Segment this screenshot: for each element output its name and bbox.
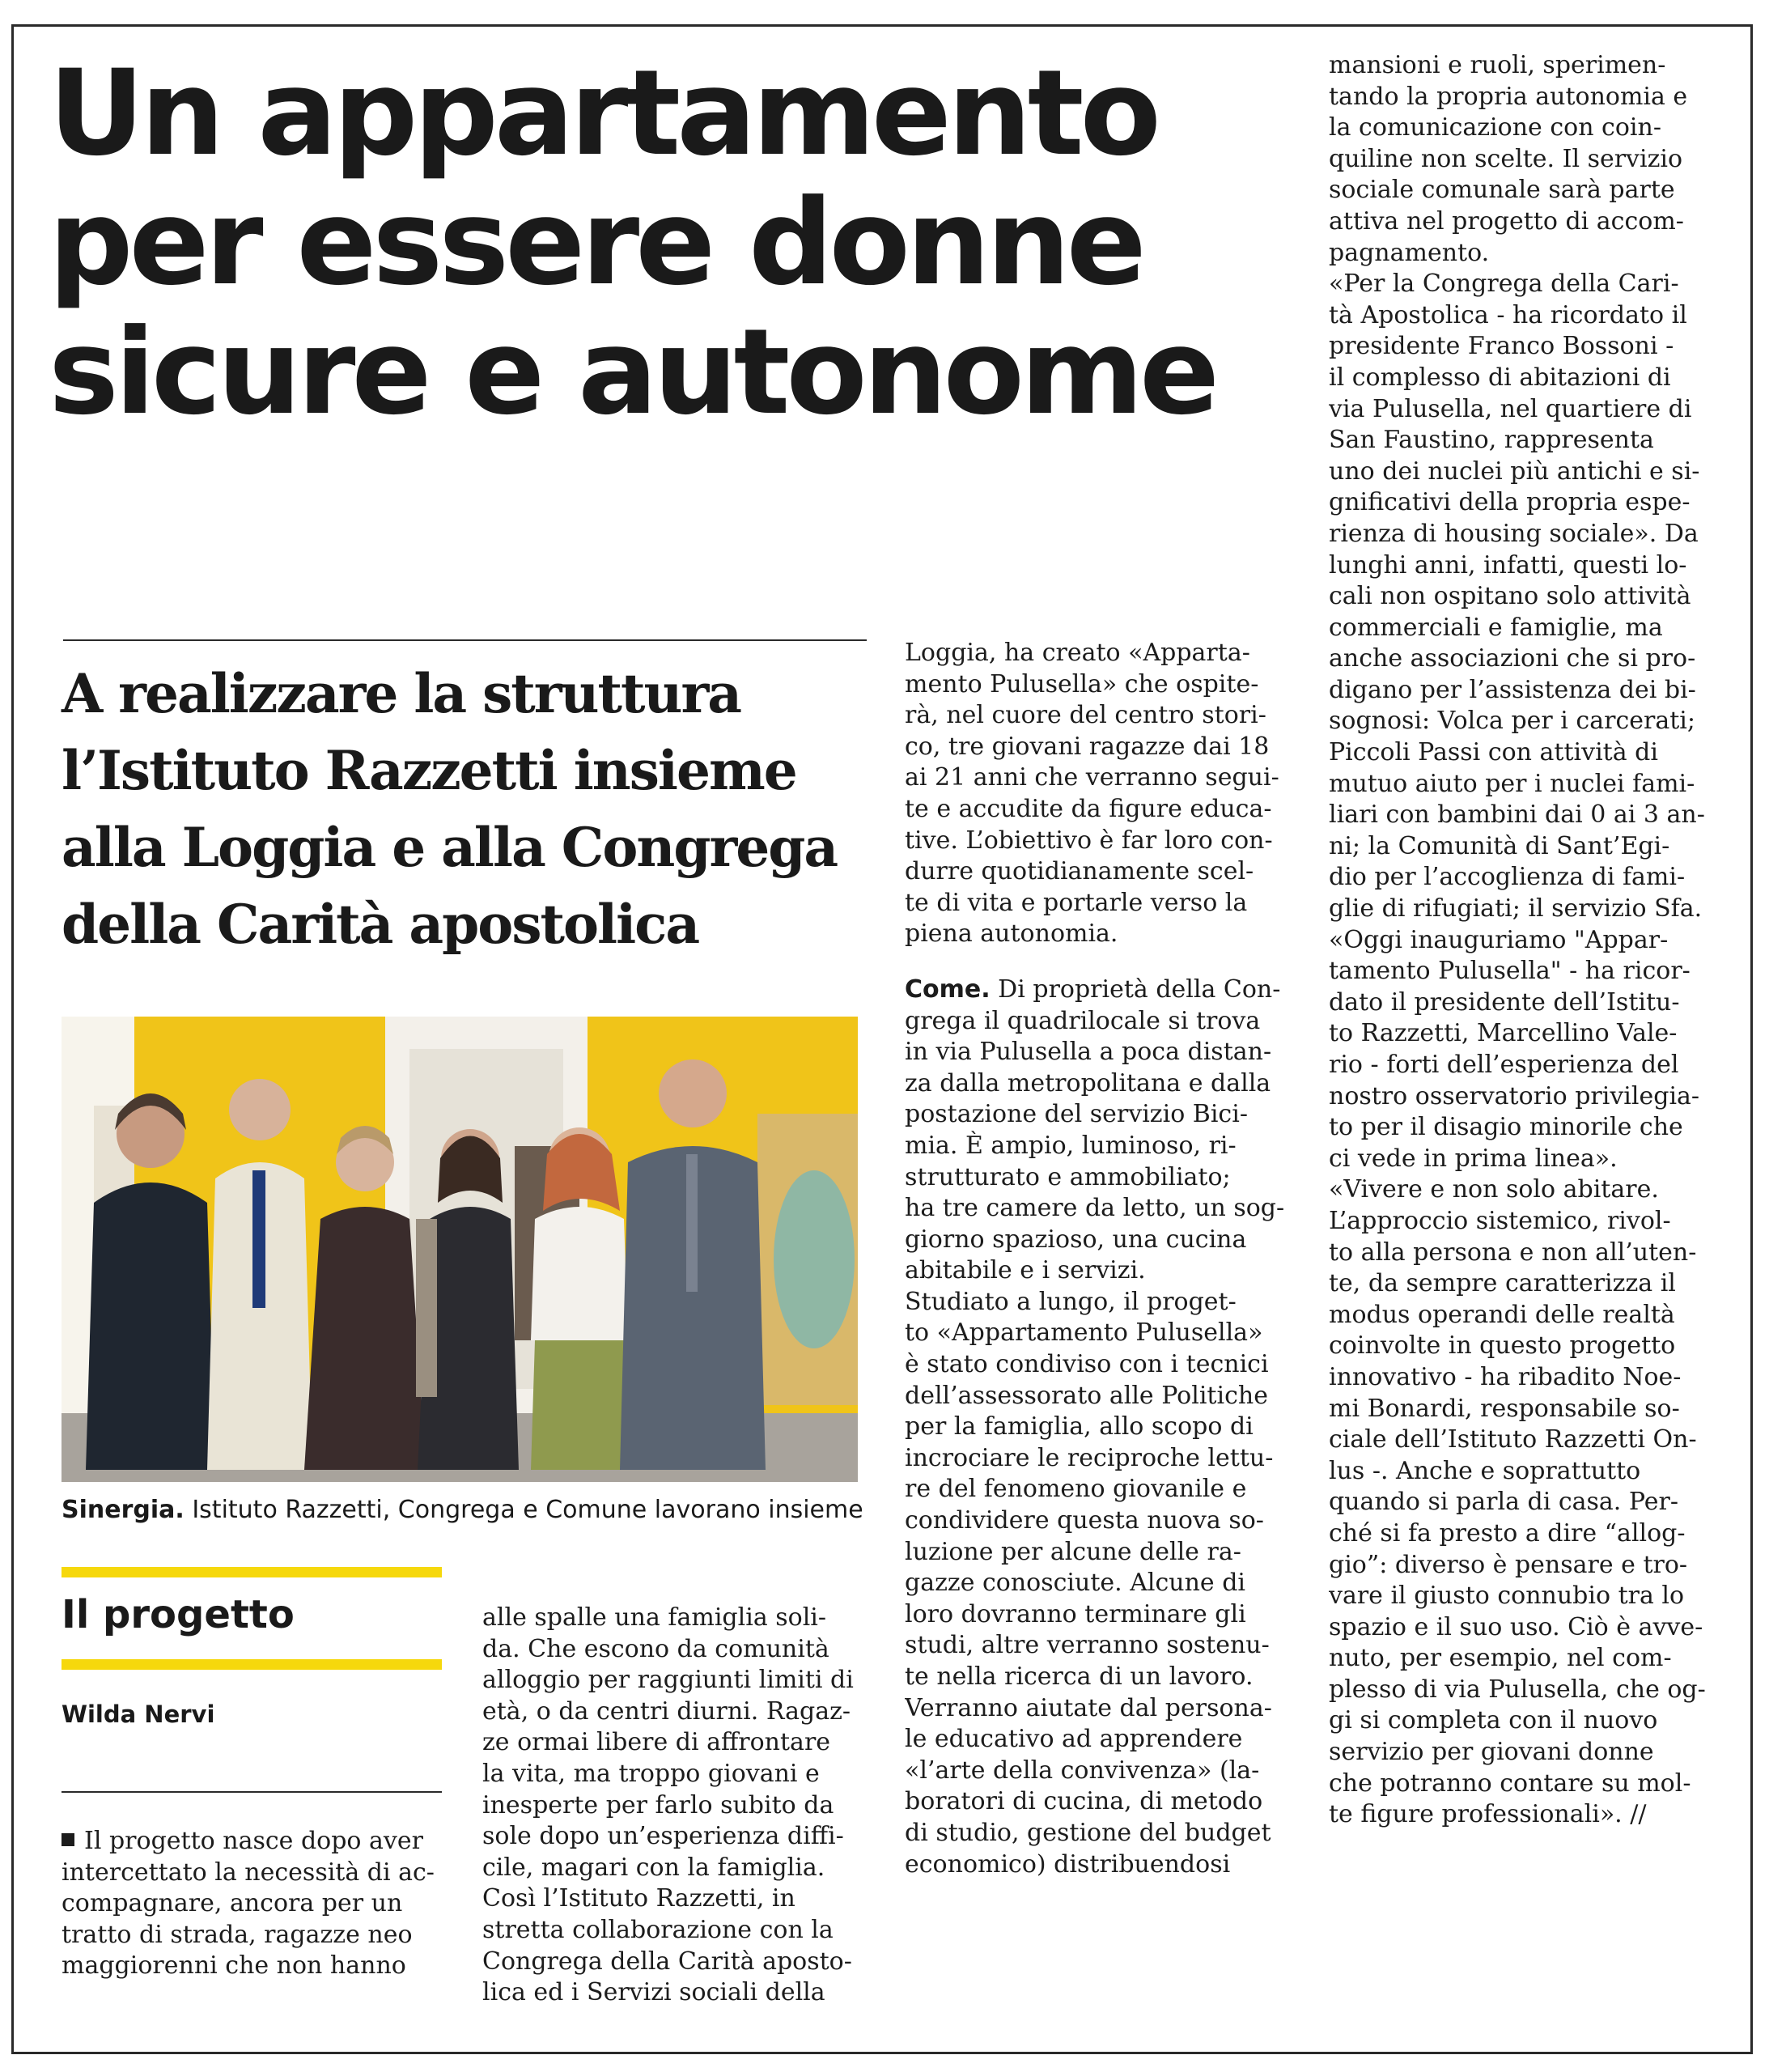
- body-line: gazze conosciute. Alcune di: [905, 1569, 1246, 1598]
- body-line: San Faustino, rappresenta: [1329, 426, 1654, 455]
- byline-rule: [62, 1791, 442, 1793]
- body-line: te, da sempre caratterizza il: [1329, 1269, 1676, 1298]
- body-line: nuto, per esempio, nel com-: [1329, 1644, 1672, 1673]
- body-line: dio per l’accoglienza di fami-: [1329, 863, 1686, 892]
- headline-line: sicure e autonome: [49, 304, 1216, 441]
- body-line: coinvolte in questo progetto: [1329, 1331, 1676, 1361]
- body-line: studi, altre verranno sostenu-: [905, 1631, 1270, 1660]
- body-line: to alla persona e non all’uten-: [1329, 1238, 1697, 1267]
- body-line: anche associazioni che si pro-: [1329, 644, 1696, 673]
- group-photo: [62, 1017, 858, 1482]
- subheadline: [62, 656, 871, 963]
- body-line: glie di rifugiati; il servizio Sfa.: [1329, 894, 1703, 923]
- body-line: za dalla metropolitana e dalla: [905, 1068, 1271, 1098]
- paragraph-lead: Come.: [905, 974, 991, 1004]
- body-line: ché si fa presto a dire “allog-: [1329, 1518, 1686, 1548]
- body-line: le educativo ad apprendere: [905, 1725, 1243, 1754]
- body-line: Verranno aiutate dal persona-: [905, 1693, 1272, 1722]
- body-line: cali non ospitano solo attività: [1329, 582, 1691, 611]
- body-line: te figure professionali». //: [1329, 1800, 1647, 1829]
- section-title: Il progetto: [62, 1592, 295, 1637]
- body-line: Piccoli Passi con attività di: [1329, 738, 1658, 767]
- body-line: stretta collaborazione con la: [482, 1915, 834, 1944]
- body-line: sole dopo un’esperienza diffi-: [482, 1822, 844, 1851]
- body-column-2: [482, 1603, 869, 2009]
- body-line: mi Bonardi, responsabile so-: [1329, 1394, 1680, 1423]
- body-line: Così l’Istituto Razzetti, in: [482, 1884, 795, 1913]
- body-line: Come. Di proprietà della Con-: [905, 974, 1281, 1004]
- body-line: durre quotidianamente scel-: [905, 857, 1254, 886]
- body-line: luzione per alcune delle ra-: [905, 1537, 1241, 1566]
- body-line: mansioni e ruoli, sperimen-: [1329, 51, 1666, 79]
- subheadline-rule: [63, 639, 867, 641]
- body-line: che potranno contare su mol-: [1329, 1768, 1691, 1798]
- body-line: maggiorenni che non hanno: [62, 1951, 406, 1981]
- body-line: il complesso di abitazioni di: [1329, 363, 1671, 392]
- subheadline-line: l’Istituto Razzetti insieme: [62, 739, 796, 802]
- body-line: dato il presidente dell’Istitu-: [1329, 987, 1680, 1017]
- paragraph-gap: [905, 950, 1290, 974]
- headline: [49, 45, 1279, 441]
- body-line: tamento Pulusella" - ha ricor-: [1329, 957, 1691, 986]
- body-column-4: [1329, 50, 1714, 1831]
- caption-label: Sinergia.: [62, 1496, 185, 1524]
- body-line: rio - forti dell’esperienza del: [1329, 1051, 1679, 1079]
- body-line: to Razzetti, Marcellino Vale-: [1329, 1019, 1678, 1048]
- body-line: te e accudite da figure educa-: [905, 794, 1272, 823]
- body-line: mento Pulusella» che ospite-: [905, 669, 1259, 698]
- body-line: tà Apostolica - ha ricordato il: [1329, 300, 1687, 329]
- body-line: quando si parla di casa. Per-: [1329, 1488, 1678, 1517]
- body-line: servizio per giovani donne: [1329, 1738, 1654, 1767]
- body-column-3: [905, 638, 1290, 1880]
- body-line: «Per la Congrega della Cari-: [1329, 270, 1679, 299]
- body-line: boratori di cucina, di metodo: [905, 1787, 1263, 1816]
- body-line: innovativo - ha ribadito Noe-: [1329, 1362, 1682, 1391]
- body-line: plesso di via Pulusella, che og-: [1329, 1675, 1706, 1704]
- body-line: Il progetto nasce dopo aver: [62, 1826, 450, 1858]
- body-line: vare il giusto connubio tra lo: [1329, 1582, 1685, 1611]
- body-line: mia. È ampio, luminoso, ri-: [905, 1131, 1237, 1160]
- body-line: lica ed i Servizi sociali della: [482, 1978, 825, 2007]
- body-line: pagnamento.: [1329, 238, 1490, 267]
- body-line: strutturato e ammobiliato;: [905, 1162, 1231, 1191]
- body-line: te di vita e portarle verso la: [905, 888, 1248, 917]
- body-line: tratto di strada, ragazze neo: [62, 1920, 413, 1949]
- subheadline-line: della Carità apostolica: [62, 893, 699, 956]
- body-line: lunghi anni, infatti, questi lo-: [1329, 550, 1687, 580]
- body-line: «l’arte della convivenza» (la-: [905, 1756, 1260, 1785]
- body-line: ciale dell’Istituto Razzetti On-: [1329, 1425, 1697, 1454]
- body-line: rà, nel cuore del centro stori-: [905, 701, 1266, 730]
- body-line: «Oggi inauguriamo "Appar-: [1329, 925, 1669, 954]
- body-line: tando la propria autonomia e: [1329, 82, 1688, 111]
- body-column-1: [62, 1826, 450, 1982]
- body-line: commerciali e famiglie, ma: [1329, 613, 1663, 642]
- body-line: mutuo aiuto per i nuclei fami-: [1329, 769, 1695, 798]
- body-line: ci vede in prima linea».: [1329, 1144, 1618, 1173]
- body-line: alloggio per raggiunti limiti di: [482, 1666, 854, 1695]
- body-line: abitabile e i servizi.: [905, 1256, 1146, 1285]
- body-line: postazione del servizio Bici-: [905, 1100, 1248, 1129]
- body-line: «Vivere e non solo abitare.: [1329, 1175, 1659, 1204]
- body-line: intercettato la necessità di ac-: [62, 1858, 435, 1887]
- body-line: Loggia, ha creato «Apparta-: [905, 639, 1250, 667]
- body-line: rienza di housing sociale». Da: [1329, 519, 1699, 548]
- body-line: loro dovranno terminare gli: [905, 1599, 1246, 1628]
- body-line: presidente Franco Bossoni -: [1329, 332, 1674, 361]
- body-line: Studiato a lungo, il proget-: [905, 1287, 1237, 1316]
- body-line: di studio, gestione del budget: [905, 1818, 1271, 1847]
- body-line: attiva nel progetto di accom-: [1329, 206, 1684, 236]
- body-line: grega il quadrilocale si trova: [905, 1006, 1261, 1035]
- body-line: la comunicazione con coin-: [1329, 113, 1661, 142]
- body-line: cile, magari con la famiglia.: [482, 1853, 825, 1882]
- body-line: nostro osservatorio privilegia-: [1329, 1081, 1700, 1110]
- body-line: re del fenomeno giovanile e: [905, 1475, 1247, 1504]
- body-line: co, tre giovani ragazze dai 18: [905, 732, 1270, 761]
- body-line: economico) distribuendosi: [905, 1849, 1231, 1879]
- section-yellow-bar-bottom: [62, 1659, 442, 1670]
- body-line: è stato condiviso con i tecnici: [905, 1350, 1269, 1379]
- body-line: ze ormai libere di affrontare: [482, 1728, 831, 1757]
- body-line: inesperte per farlo subito da: [482, 1790, 834, 1819]
- body-line: uno dei nuclei più antichi e si-: [1329, 456, 1700, 486]
- body-line: L’approccio sistemico, rivol-: [1329, 1206, 1671, 1235]
- body-line: compagnare, ancora per un: [62, 1889, 403, 1918]
- body-line: alle spalle una famiglia soli-: [482, 1603, 827, 1632]
- body-line: per la famiglia, allo scopo di: [905, 1412, 1254, 1441]
- body-line: da. Che escono da comunità: [482, 1634, 829, 1663]
- body-line: to «Appartamento Pulusella»: [905, 1318, 1263, 1348]
- headline-line: Un appartamento: [49, 45, 1157, 182]
- body-line: sociale comunale sarà parte: [1329, 176, 1675, 205]
- body-line: la vita, ma troppo giovani e: [482, 1759, 820, 1788]
- body-line: te nella ricerca di un lavoro.: [905, 1662, 1254, 1691]
- body-line: dell’assessorato alle Politiche: [905, 1381, 1268, 1410]
- body-line: in via Pulusella a poca distan-: [905, 1038, 1272, 1067]
- body-line: ni; la Comunità di Sant’Egi-: [1329, 831, 1670, 860]
- body-line: gio”: diverso è pensare e tro-: [1329, 1550, 1688, 1579]
- body-line: liari con bambini dai 0 ai 3 an-: [1329, 800, 1705, 830]
- body-line: ha tre camere da letto, un sog-: [905, 1194, 1285, 1223]
- body-line: sognosi: Volca per i carcerati;: [1329, 707, 1696, 736]
- body-line: spazio e il suo uso. Ciò è avve-: [1329, 1612, 1703, 1641]
- body-line: ai 21 anni che verranno segui-: [905, 763, 1279, 792]
- body-line: tive. L’obiettivo è far loro con-: [905, 826, 1273, 855]
- body-line: quiline non scelte. Il servizio: [1329, 144, 1683, 173]
- subheadline-line: alla Loggia e alla Congrega: [62, 816, 838, 879]
- body-line: età, o da centri diurni. Ragaz-: [482, 1696, 851, 1726]
- body-line: giorno spazioso, una cucina: [905, 1225, 1247, 1254]
- square-bullet-icon: [62, 1833, 74, 1846]
- body-line: lus -. Anche e soprattutto: [1329, 1456, 1641, 1485]
- body-line: Congrega della Carità aposto-: [482, 1947, 852, 1976]
- caption-text: Istituto Razzetti, Congrega e Comune lavorano insieme: [184, 1496, 863, 1524]
- body-line: via Pulusella, nel quartiere di: [1329, 394, 1692, 423]
- body-line: to per il disagio minorile che: [1329, 1113, 1683, 1142]
- photo-caption: [62, 1494, 871, 1526]
- subheadline-line: A realizzare la struttura: [62, 662, 741, 725]
- author-byline: Wilda Nervi: [62, 1700, 215, 1728]
- body-line: piena autonomia.: [905, 919, 1118, 949]
- headline-line: per essere donne: [49, 174, 1143, 312]
- body-line: incrociare le reciproche lettu-: [905, 1443, 1274, 1472]
- body-line: gi si completa con il nuovo: [1329, 1706, 1658, 1735]
- body-line: gnificativi della propria espe-: [1329, 488, 1691, 517]
- body-line: modus operandi delle realtà: [1329, 1300, 1675, 1329]
- body-line: condividere questa nuova so-: [905, 1506, 1264, 1535]
- body-line: digano per l’assistenza dei bi-: [1329, 675, 1696, 704]
- section-yellow-bar-top: [62, 1567, 442, 1577]
